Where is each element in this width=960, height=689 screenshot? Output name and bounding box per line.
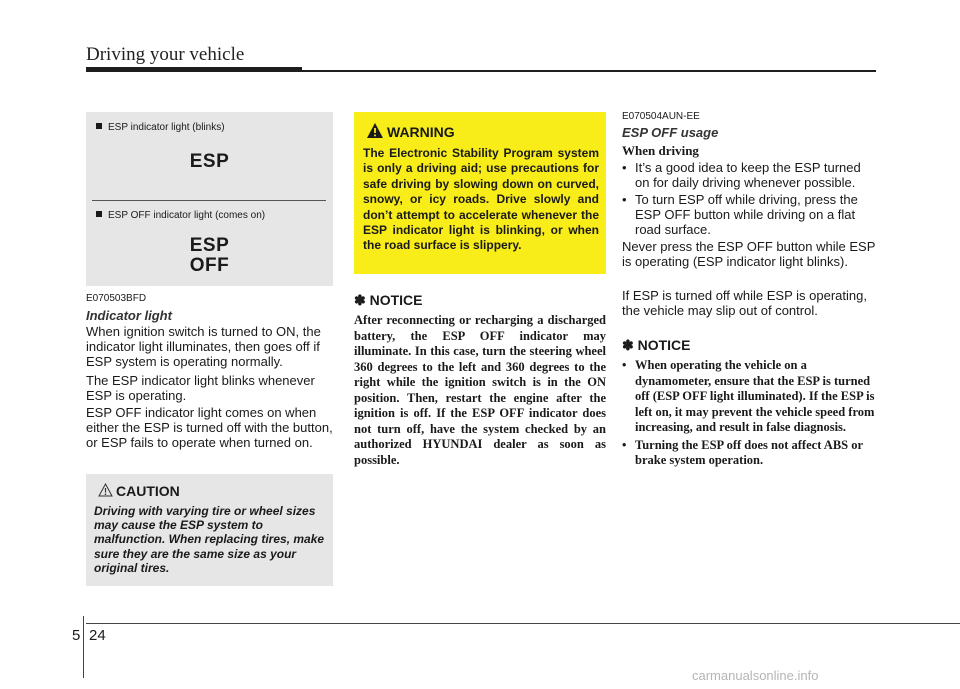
paragraph: Never press the ESP OFF button while ESP is operating (ESP indicator light blinks).	[622, 239, 876, 269]
when-driving-heading: When driving	[622, 143, 699, 158]
esp-off-indicator-caption: ESP OFF indicator light (comes on)	[96, 210, 265, 221]
section-code: E070503BFD	[86, 293, 147, 304]
caution-text: Driving with varying tire or wheel sizes may cause the ESP system to malfunction. When replacing tires, make sure they are the same size as your original tires.	[94, 504, 325, 575]
list-item: • Turning the ESP off does not affect ABS or brake system operation.	[622, 437, 863, 467]
square-bullet-icon	[96, 123, 102, 129]
warning-triangle-icon	[366, 122, 384, 139]
header-rule-thin	[302, 70, 876, 72]
section-subtitle: ESP OFF usage	[622, 125, 719, 140]
usage-bullet-list	[622, 160, 878, 239]
notice-bullet-list	[622, 358, 878, 471]
chapter-number: 5	[72, 627, 81, 644]
notice-title: ✽ NOTICE	[622, 337, 691, 353]
notice-title: ✽ NOTICE	[354, 292, 423, 308]
page-header-title: Driving your vehicle	[86, 44, 245, 65]
indicator-illustration	[86, 112, 333, 286]
paragraph: When ignition switch is turned to ON, the indicator light illuminates, then goes off if ESP system is operating normally.	[86, 324, 321, 369]
caution-box	[86, 474, 333, 586]
page-number: 24	[89, 627, 106, 644]
footer-vertical-rule	[83, 616, 84, 678]
list-item: • To turn ESP off while driving, press the ESP OFF button while driving on a flat road surface.	[622, 192, 858, 237]
warning-box	[354, 112, 606, 274]
paragraph: If ESP is turned off while ESP is operating, the vehicle may slip out of control.	[622, 288, 867, 318]
header-rule-thick	[86, 67, 302, 72]
list-item: • When operating the vehicle on a dynamometer, ensure that the ESP is turned off (ESP OFF light illuminated). If the ESP is left on, it may prevent the vehicle speed from increasing, and result in false diagnosis.	[622, 358, 875, 434]
esp-indicator-caption: ESP indicator light (blinks)	[96, 122, 225, 133]
esp-off-symbol-line1: ESP	[189, 235, 230, 256]
square-bullet-icon	[96, 211, 102, 217]
section-code: E070504AUN-EE	[622, 111, 700, 122]
warning-text: The Electronic Stability Program system is only a driving aid; use precautions for safe driving by slowing down on curved, snowy, or icy roads. Drive slowly and don’t attempt to accelerate whenever the ESP indicator light is blinking, or when the road surface is slippery.	[363, 146, 599, 253]
indicator-divider	[92, 200, 326, 201]
notice-text: After reconnecting or recharging a discharged battery, the ESP OFF indicator may illuminate. In this case, turn the steering wheel 360 degrees to the left and 360 degrees to the right while the ignition switch is in the ON position. Then, restart the engine after the ignition is off. If the ESP OFF indicator does not turn off, have the system checked by an authorized HYUNDAI dealer as soon as possible.	[354, 313, 606, 467]
list-item: • It’s a good idea to keep the ESP turned on for daily driving whenever possible.	[622, 160, 861, 190]
paragraph: The ESP indicator light blinks whenever ESP is operating.	[86, 373, 315, 403]
esp-indicator-symbol: ESP	[189, 151, 230, 172]
watermark: carmanualsonline.info	[692, 668, 819, 683]
paragraph: ESP OFF indicator light comes on when either the ESP is turned off with the button, or ESP fails to operate when turned on.	[86, 405, 333, 450]
caution-triangle-icon	[98, 483, 113, 497]
caution-title: CAUTION	[116, 483, 180, 499]
esp-off-symbol-line2: OFF	[189, 255, 230, 276]
section-subtitle: Indicator light	[86, 308, 172, 323]
footer-rule	[86, 623, 960, 624]
warning-title: WARNING	[387, 124, 455, 140]
